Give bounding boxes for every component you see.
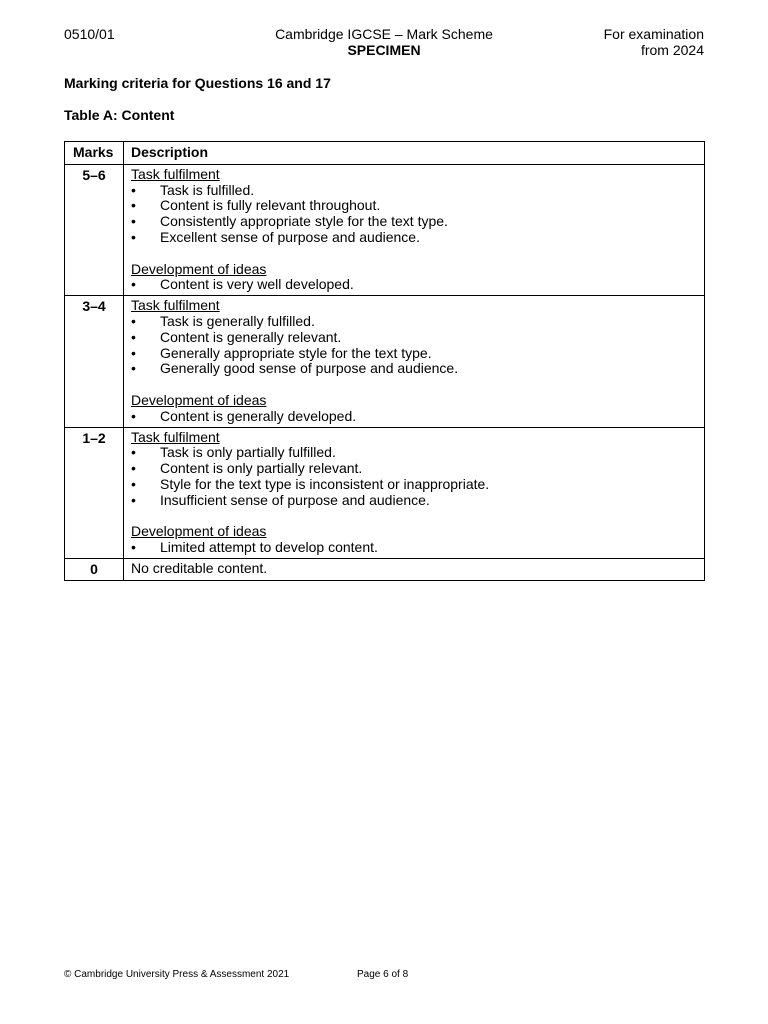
bullet-icon: • xyxy=(131,407,136,424)
spacer xyxy=(131,377,704,393)
list-item xyxy=(131,183,704,199)
exam-line-1: For examination xyxy=(603,26,704,42)
bullet-icon: • xyxy=(131,491,136,508)
description-cell xyxy=(124,427,705,558)
bullet-icon: • xyxy=(131,197,136,214)
list-item xyxy=(131,230,704,246)
list-item-text: Content is fully relevant throughout. xyxy=(160,197,381,214)
list-item-text: Content is only partially relevant. xyxy=(160,460,363,477)
table-row xyxy=(65,558,705,580)
table-row xyxy=(65,296,705,427)
list-item xyxy=(131,214,704,230)
description-cell xyxy=(124,164,705,295)
list-item-text: Content is very well developed. xyxy=(160,276,354,293)
list-item xyxy=(131,346,704,362)
list-item xyxy=(131,277,704,293)
bullet-icon: • xyxy=(131,213,136,230)
development-heading: Development of ideas xyxy=(131,391,267,408)
bullet-icon: • xyxy=(131,328,136,345)
development-heading: Development of ideas xyxy=(131,523,267,540)
list-item-text: Consistently appropriate style for the text type. xyxy=(160,213,448,230)
list-item-text: Insufficient sense of purpose and audience. xyxy=(160,491,430,508)
list-item-text: Generally appropriate style for the text type. xyxy=(160,344,432,361)
document-title: Cambridge IGCSE – Mark Scheme xyxy=(275,26,493,42)
bullet-icon: • xyxy=(131,444,136,461)
list-item-text: Task is only partially fulfilled. xyxy=(160,444,336,461)
copyright-notice: © Cambridge University Press & Assessment 2021 xyxy=(64,969,290,980)
list-item xyxy=(131,330,704,346)
description-cell: No creditable content. xyxy=(124,558,705,580)
list-item xyxy=(131,198,704,214)
bullet-icon: • xyxy=(131,181,136,198)
bullet-icon: • xyxy=(131,228,136,245)
table-row xyxy=(65,164,705,295)
list-item-text: Excellent sense of purpose and audience. xyxy=(160,228,420,245)
task-list xyxy=(131,314,704,377)
task-list xyxy=(131,445,704,508)
description-column-header: Description xyxy=(124,142,705,165)
bullet-icon: • xyxy=(131,539,136,556)
list-item xyxy=(131,361,704,377)
bullet-icon: • xyxy=(131,276,136,293)
marks-cell: 1–2 xyxy=(65,427,124,558)
description-cell xyxy=(124,296,705,427)
development-heading: Development of ideas xyxy=(131,260,267,277)
bullet-icon: • xyxy=(131,475,136,492)
spacer xyxy=(131,509,704,525)
marks-cell: 0 xyxy=(65,558,124,580)
list-item-text: Task is fulfilled. xyxy=(160,181,255,198)
section-title: Marking criteria for Questions 16 and 17 xyxy=(64,75,331,91)
task-fulfilment-heading: Task fulfilment xyxy=(131,165,220,182)
development-list xyxy=(131,277,704,293)
list-item xyxy=(131,445,704,461)
marks-cell: 5–6 xyxy=(65,164,124,295)
bullet-icon: • xyxy=(131,312,136,329)
bullet-icon: • xyxy=(131,360,136,377)
list-item-text: Content is generally relevant. xyxy=(160,328,342,345)
specimen-label: SPECIMEN xyxy=(347,42,421,58)
list-item xyxy=(131,540,704,556)
table-title: Table A: Content xyxy=(64,107,175,123)
bullet-icon: • xyxy=(131,344,136,361)
list-item-text: Content is generally developed. xyxy=(160,407,357,424)
page-header xyxy=(64,26,704,60)
exam-line-2: from 2024 xyxy=(640,42,704,58)
list-item xyxy=(131,493,704,509)
development-list xyxy=(131,540,704,556)
development-list xyxy=(131,409,704,425)
list-item-text: Task is generally fulfilled. xyxy=(160,312,315,329)
syllabus-code: 0510/01 xyxy=(64,26,115,42)
table-row xyxy=(65,427,705,558)
task-fulfilment-heading: Task fulfilment xyxy=(131,428,220,445)
list-item-text: Limited attempt to develop content. xyxy=(160,539,378,556)
list-item xyxy=(131,409,704,425)
list-item xyxy=(131,477,704,493)
spacer xyxy=(131,246,704,262)
list-item xyxy=(131,461,704,477)
marks-column-header: Marks xyxy=(65,142,124,165)
marks-cell: 3–4 xyxy=(65,296,124,427)
exam-date-block xyxy=(604,26,704,58)
list-item xyxy=(131,314,704,330)
table-header-row xyxy=(65,142,705,165)
list-item-text: Style for the text type is inconsistent or inappropriate. xyxy=(160,475,490,492)
bullet-icon: • xyxy=(131,460,136,477)
content-table xyxy=(64,141,705,581)
list-item-text: Generally good sense of purpose and audience. xyxy=(160,360,459,377)
task-fulfilment-heading: Task fulfilment xyxy=(131,297,220,314)
task-list xyxy=(131,183,704,246)
page-number: Page 6 of 8 xyxy=(357,969,409,980)
